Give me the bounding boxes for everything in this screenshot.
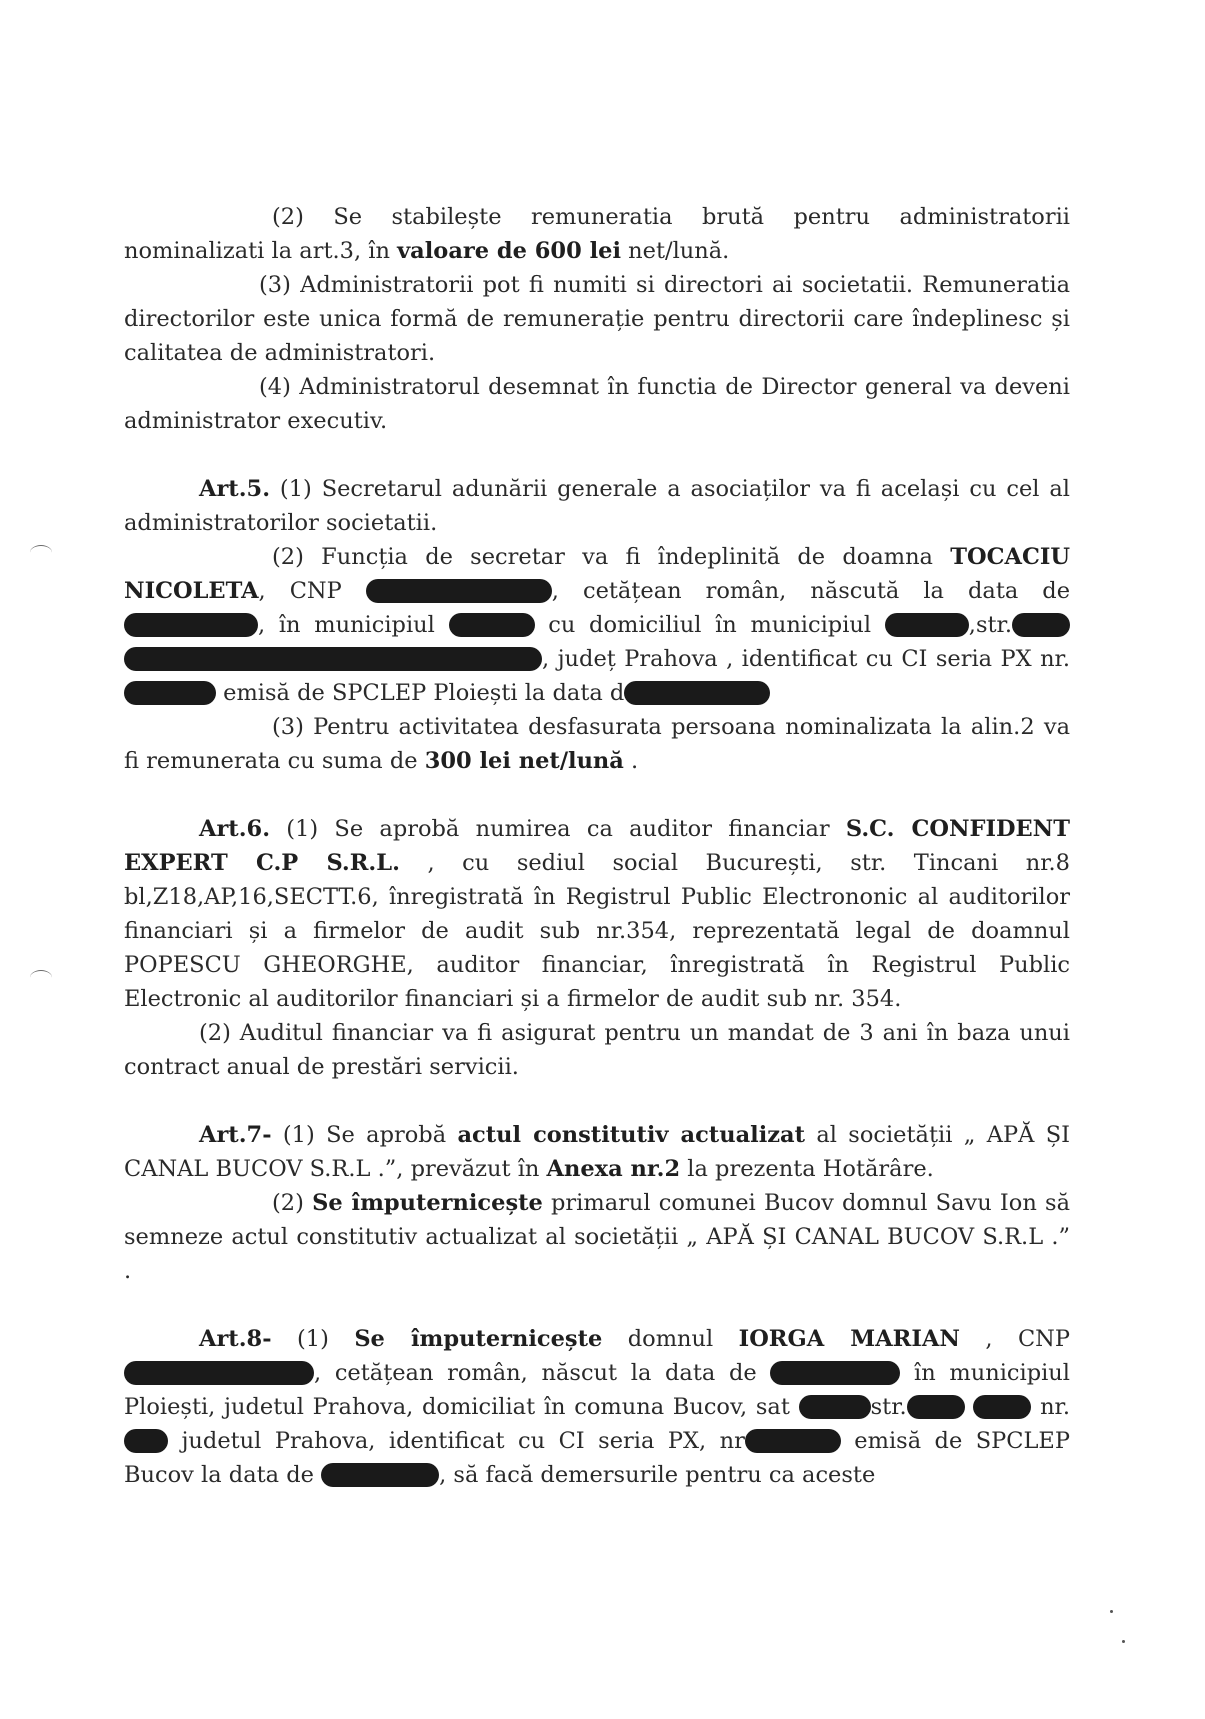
scan-mark-left-2 [30,970,52,985]
text: (1) Secretarul adunării generale a asociaților va fi același cu cel al administratorilor societatii. [124,476,1070,536]
redaction-mark [770,1361,900,1385]
person-name: IORGA MARIAN [738,1326,960,1352]
redaction-mark [366,579,552,603]
scan-mark-left-1 [30,545,52,560]
article-label: Art.5. [199,476,271,502]
text: primarul comunei Bucov domnul Savu Ion să semneze actul constitutiv actualizat al societății „ APĂ ȘI CANAL BUCOV S.R.L .” . [124,1190,1070,1284]
text: al societății „ APĂ ȘI CANAL BUCOV S.R.L .”, prevăzut în [124,1122,1071,1182]
paragraph-art4-2 [124,200,1070,268]
scan-dot [1122,1640,1125,1643]
scan-dot [1110,1610,1113,1613]
bold-text: 300 lei net/lună [424,748,624,774]
bold-text: valoare de 600 lei [397,238,621,264]
paragraph-art4-3: (3) Administratorii pot fi numiti si directori ai societatii. Remuneratia directorilor este unica formă de remunerație pentru directorii care îndeplinesc și calitatea de administratori. [124,272,1070,366]
text: , CNP [258,578,366,604]
redaction-mark [745,1429,841,1453]
text: (2) Se stabilește remuneratia brută pentru administratorii nominalizati la art.3, în [124,204,1070,264]
text: emisă de SPCLEP Bucov la data de [124,1428,1070,1488]
paragraph-art8-1 [124,1322,1070,1492]
article-label: Art.8- [199,1326,272,1352]
redaction-mark [907,1395,965,1419]
text: nr. [1031,1394,1070,1420]
article-label: Art.6. [199,816,271,842]
paragraph-art5-3 [124,710,1070,778]
redaction-mark [885,613,969,637]
text: ,str. [968,612,1012,638]
text: , cu sediul social București, str. Tincani nr.8 bl,Z18,AP,16,SECTT.6, înregistrată în Registrul Public Electrononic al auditorilor financiari și a firmelor de audit sub nr.354, reprezentată legal de doamnul POPESCU GHEORGHE, auditor financiar, înregistrată în Registrul Public Electronic al auditorilor financiari și a firmelor de audit sub nr. 354. [124,850,1070,1012]
text: (1) Se aprobă [271,1122,458,1148]
text: emisă de SPCLEP Ploiești la data d [216,680,625,706]
redaction-mark [799,1395,871,1419]
paragraph-art7-2 [124,1186,1070,1288]
paragraph-art5-1 [124,472,1070,540]
redaction-mark [973,1395,1031,1419]
text: (1) [271,1326,355,1352]
text: (2) [272,1190,313,1216]
redaction-mark [124,1429,168,1453]
redaction-mark [1012,613,1070,637]
text: domnul [602,1326,739,1352]
text: , CNP [959,1326,1070,1352]
text: , să facă demersurile pentru ca aceste [439,1462,876,1488]
text: , județ Prahova , identificat cu CI seria PX nr. [542,646,1070,672]
text: , cetățean român, născut la data de [314,1360,771,1386]
text: str. [870,1394,907,1420]
text: (3) Pentru activitatea desfasurata persoana nominalizata la alin.2 va fi remunerata cu suma de [124,714,1070,774]
text: , cetățean român, născută la data de [551,578,1071,604]
article-label: Art.7- [199,1122,272,1148]
text: la prezenta Hotărâre. [680,1156,934,1182]
text: (2) Funcția de secretar va fi îndeplinită de doamna [272,544,951,570]
paragraph-art7-1 [124,1118,1070,1186]
document-body [124,200,1070,1492]
paragraph-art4-4: (4) Administratorul desemnat în functia de Director general va deveni administrator executiv. [124,374,1070,434]
text: (1) Se aprobă numirea ca auditor financiar [270,816,846,842]
redaction-mark [124,681,216,705]
redaction-mark [124,1361,314,1385]
bold-text: Anexa nr.2 [546,1156,681,1182]
bold-text: Se împuternicește [312,1190,543,1216]
redaction-mark [124,613,258,637]
bold-text: actul constitutiv actualizat [457,1122,805,1148]
person-name: TOCACIU NICOLETA [124,544,1070,604]
paragraph-art5-2 [124,540,1070,710]
paragraph-art6-2: (2) Auditul financiar va fi asigurat pentru un mandat de 3 ani în baza unui contract anual de prestări servicii. [124,1020,1070,1080]
text: . [623,748,639,774]
bold-text: Se împuternicește [354,1326,603,1352]
company-name: S.C. CONFIDENT EXPERT C.P S.R.L. [124,816,1070,876]
redaction-mark [449,613,535,637]
redaction-mark [124,647,542,671]
paragraph-art6-1 [124,812,1070,1016]
text: judetul Prahova, identificat cu CI seria PX, nr [168,1428,745,1454]
text: cu domiciliul în municipiul [534,612,885,638]
text: în municipiul Ploiești, judetul Prahova, domiciliat în comuna Bucov, sat [124,1360,1070,1420]
text: net/lună. [621,238,730,264]
text: , în municipiul [258,612,449,638]
redaction-mark [321,1463,439,1487]
redaction-mark [624,681,770,705]
